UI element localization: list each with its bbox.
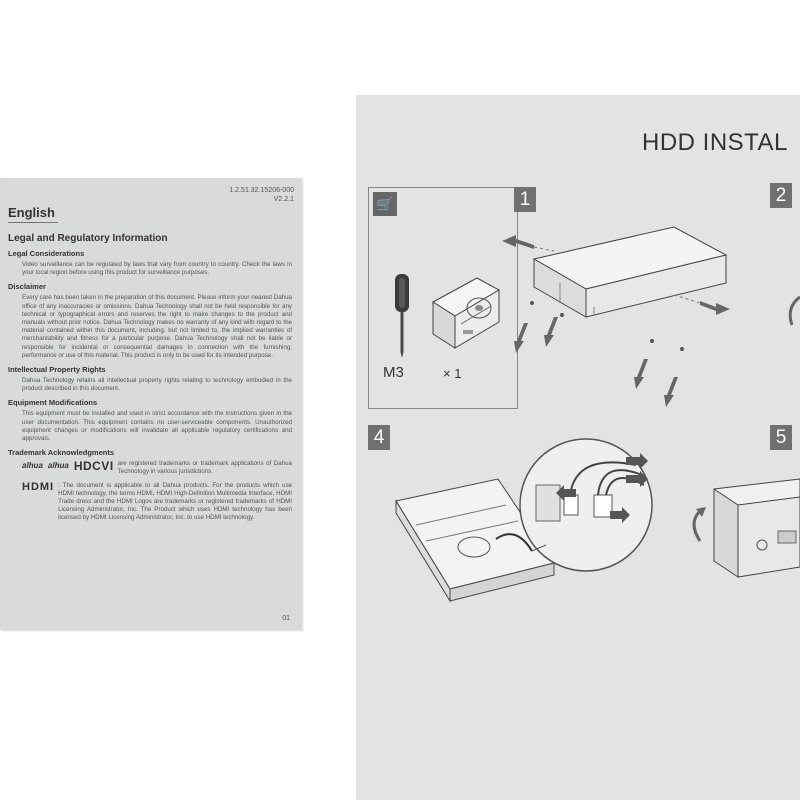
hdcvi-logo: HDCVI [73,459,114,474]
step-5-illustration-partial [682,471,800,601]
step-4-connect-cables-illustration [386,435,686,645]
dahua-logo: alhua [22,461,43,471]
language-title: English [8,205,55,220]
section-title-legal: Legal Considerations [8,249,85,258]
hdd-install-title: HDD INSTAL [642,129,788,156]
cart-icon: 🛒 [373,192,397,216]
trademark-row-dahua [22,460,292,478]
section-title-disclaimer: Disclaimer [8,282,46,292]
document-code [229,186,294,204]
step-2-illustration-partial [760,291,800,351]
hdmi-logo: HDMI [22,480,55,493]
manual-left-page [0,178,302,630]
section-text-ip: Dahua Technology retains all intellectual property rights relating to technology embodied in the product described in this document. [22,377,292,393]
section-text-legal: Video surveillance can be regulated by laws that vary from country to country. Check the laws in your local region before using this product for surveillance purposes. [22,261,292,277]
step-badge-5: 5 [770,425,792,450]
screw-size-label: M3 [383,364,404,381]
document-code-number: 1.2.51.32.15206-000 [229,187,294,194]
step-1-remove-cover-illustration [494,219,734,419]
language-underline [8,222,58,223]
section-title-trademark: Trademark Acknowledgments [8,448,115,458]
screwdriver-illustration [385,272,419,362]
trademark-text-hdmi: : The document is applicable to all Dahua products. For the products which use HDMI technology, the terms HDMI, HDMI High-Definition Multimedia Interface, HDMI Trade dress and the HDMI Logos are trademarks or registered trademarks of HDMI Licensing Administrator, Inc. The Product which uses HDMI technology has been licensed by HDMI Licensing Administrator, Inc. to use HDMI technology. [58,481,292,522]
step-badge-4: 4 [368,425,390,450]
section-title-ip: Intellectual Property Rights [8,365,106,375]
screw-quantity-label: × 1 [443,366,462,381]
section-title-modifications: Equipment Modifications [8,398,98,408]
hard-drive-illustration [427,272,503,352]
manual-right-page [356,95,800,800]
document-body [8,233,292,525]
legal-heading: Legal and Regulatory Information [8,233,168,244]
section-text-disclaimer: Every care has been taken in the preparation of this document. Please inform your nearest Dahua office of any inaccuracies or omissions. Dahua Technology shall not be held responsible for any technical or typographical errors and reserves the right to make changes to the product and manuals without prior notice. Dahua Technology makes no warranty of any kind with regard to the material contained within this document, including, but not limited to, the implied warranties of merchantability and fitness for a particular purpose. Dahua Technology shall not be liable or responsible for incidental or consequential damages in connection with the furnishing, performance or use of this material. This product is only to be used for its intended purpose. [22,294,292,359]
section-text-modifications: This equipment must be installed and used in strict accordance with the instructions given in the user documentation. This equipment contains no user-serviceable components. Unauthorized equipment changes or modifications will invalidate all applicable regulatory certifications and approvals. [22,410,292,443]
trademark-row-hdmi [22,482,292,525]
page-number: 01 [282,615,290,622]
trademark-text-dahua: are registered trademarks or trademark applications of Dahua Technology in various jurisdictions. [117,460,292,476]
step-badge-2: 2 [770,183,792,208]
dahua-logo-alt: alhua [47,461,69,471]
document-version: V2.2.1 [273,196,294,203]
step-badge-1: 1 [514,187,536,212]
